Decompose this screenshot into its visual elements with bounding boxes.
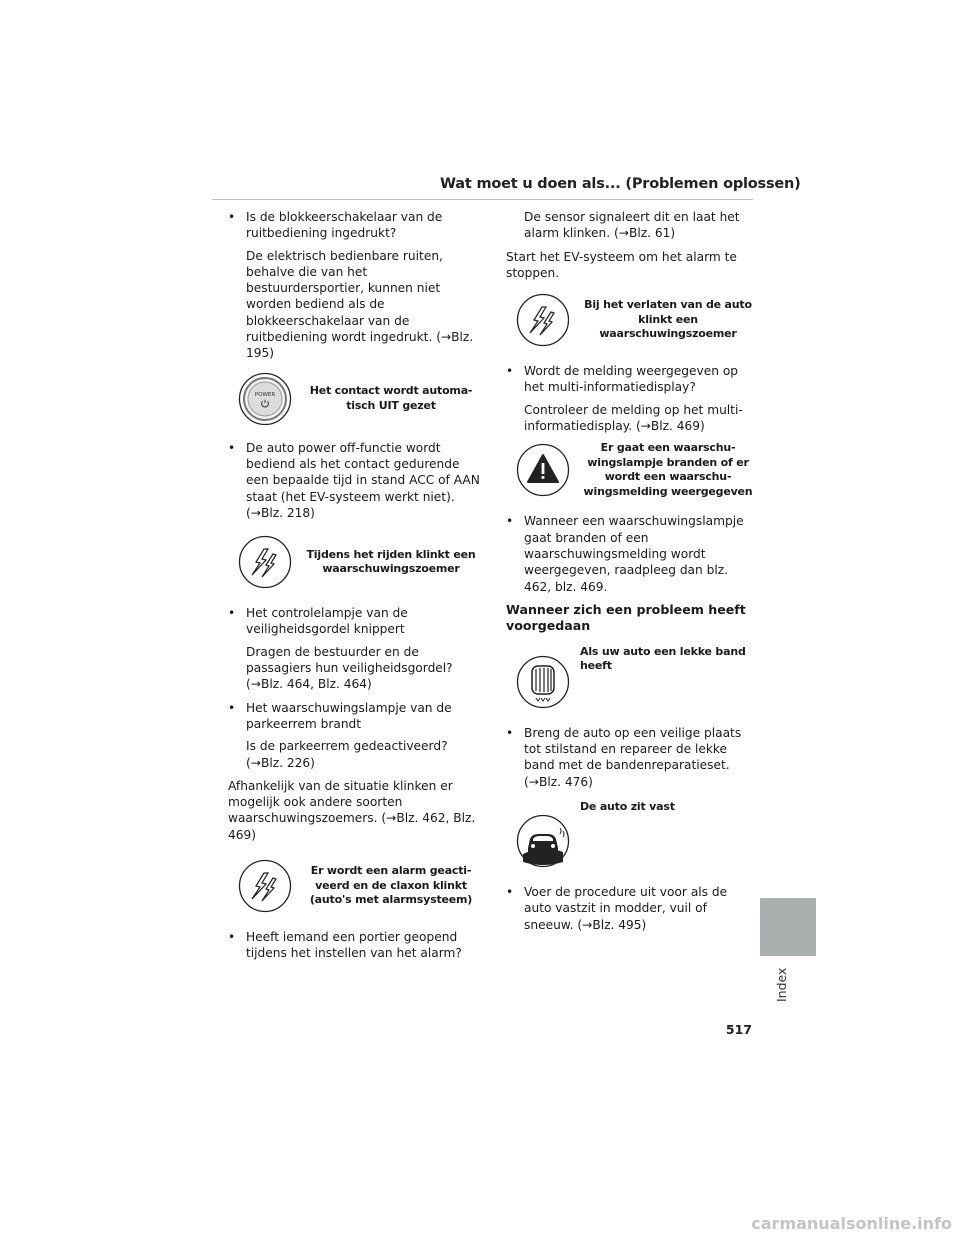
list-item (228, 700, 480, 771)
list-item-text: Het controlelampje van de veiligheidsgordel knippert (246, 606, 408, 637)
icon-caption: Als uw auto een lekke band heeft (580, 644, 746, 673)
info-block (506, 293, 756, 347)
list-item-text: Wanneer een waarschuwingslampje gaat branden of een waarschuwingsmelding wordt weergegeven, raadpleeg dan blz. 462, blz. 469. (524, 514, 744, 594)
bullet-dot: • (228, 700, 236, 715)
index-tab[interactable] (760, 898, 816, 956)
continued-text: De sensor signaleert dit en laat het alarm klinken. (→Blz. 61) (524, 210, 740, 241)
list-item (506, 513, 756, 594)
list-item-text: De auto power off-functie wordt bediend als het contact gedurende een bepaalde tijd in stand ACC of AAN staat (het EV-systeem werkt niet). (→Blz. 218) (246, 440, 480, 520)
list-item-detail: Is de parkeerrem gedeactiveerd? (→Blz. 226) (246, 739, 448, 770)
alarm-sound-icon (516, 293, 570, 347)
index-tab-label[interactable]: Index (774, 967, 789, 1002)
paragraph: Afhankelijk van de situatie klinken er mogelijk ook andere soorten waarschuwingszoemers. (→Blz. 462, Blz. 469) (228, 778, 476, 842)
info-block (228, 372, 480, 426)
list-item (506, 363, 756, 434)
info-block (506, 645, 756, 709)
page-number: 517 (725, 1022, 752, 1037)
info-block (506, 800, 756, 868)
list-item-detail: Controleer de melding op het multi-informatiedisplay. (→Blz. 469) (524, 402, 743, 434)
bullet-dot: • (228, 440, 236, 455)
list-item (228, 929, 480, 962)
bullet-dot: • (506, 725, 514, 740)
power-text: POWER (254, 391, 276, 398)
bullet-dot: • (506, 514, 514, 529)
list-item-text: Wordt de melding weergegeven op het multi-informatiedisplay? (524, 364, 739, 395)
list-item-text: Voer de procedure uit voor als de auto vastzit in modder, vuil of sneeuw. (→Blz. 495) (524, 885, 728, 932)
icon-caption: Bij het verlaten van de auto klinkt een waarschuwingszoemer (584, 298, 752, 341)
info-block (228, 535, 480, 589)
icon-caption: De auto zit vast (580, 800, 675, 814)
warning-triangle-icon (516, 443, 570, 497)
list-item-detail: Dragen de bestuurder en de passagiers hun veiligheidsgordel? (→Blz. 464, Blz. 464) (246, 644, 453, 692)
flat-tire-icon (516, 655, 570, 709)
bullet-dot: • (228, 606, 236, 621)
page-header-title: Wat moet u doen als... (Problemen oplossen) (440, 176, 801, 192)
list-item-detail: De elektrisch bedienbare ruiten, behalve die van het bestuurdersportier, kunnen niet worden bediend als de blokkeerschakelaar van de ruitbediening wordt ingedrukt. (→Blz. 195) (246, 248, 474, 361)
info-block (228, 859, 480, 913)
list-item-text: Heeft iemand een portier geopend tijdens het instellen van het alarm? (246, 930, 462, 961)
bullet-dot: • (228, 210, 236, 224)
left-column (228, 209, 480, 969)
alarm-sound-icon (238, 859, 292, 913)
alarm-sound-icon (238, 535, 292, 589)
icon-caption: Er gaat een waarschu-wingslampje branden of er wordt een waarschu-wingsmelding weergegeven (583, 441, 753, 498)
stuck-car-icon (516, 814, 570, 868)
list-item (228, 209, 480, 362)
power-button-icon (238, 372, 292, 426)
list-item (506, 884, 756, 933)
icon-caption: Er wordt een alarm geacti-veerd en de claxon klinkt (auto's met alarmsysteem) (309, 864, 473, 907)
watermark: carmanualsonline.info (751, 1214, 952, 1233)
paragraph: Start het EV-systeem om het alarm te stoppen. (506, 249, 737, 280)
info-block (506, 441, 756, 499)
bullet-dot: • (228, 930, 236, 945)
icon-caption: Het contact wordt automa-tisch UIT gezet (309, 384, 473, 412)
list-item (228, 605, 480, 692)
list-item (506, 725, 756, 790)
right-column (506, 209, 756, 940)
list-item-text: Is de blokkeerschakelaar van de ruitbediening ingedrukt? (246, 210, 443, 241)
list-item (228, 440, 480, 521)
header-divider (212, 199, 753, 200)
section-subheading: Wanneer zich een probleem heeft voorgedaan (506, 601, 746, 634)
bullet-dot: • (506, 364, 514, 379)
icon-caption: Tijdens het rijden klinkt een waarschuwingszoemer (306, 547, 476, 576)
bullet-dot: • (506, 885, 514, 900)
list-item-text: Breng de auto op een veilige plaats tot stilstand en repareer de lekke band met de bandenreparatieset. (→Blz. 476) (524, 725, 742, 789)
list-item-text: Het waarschuwingslampje van de parkeerrem brandt (246, 700, 452, 731)
